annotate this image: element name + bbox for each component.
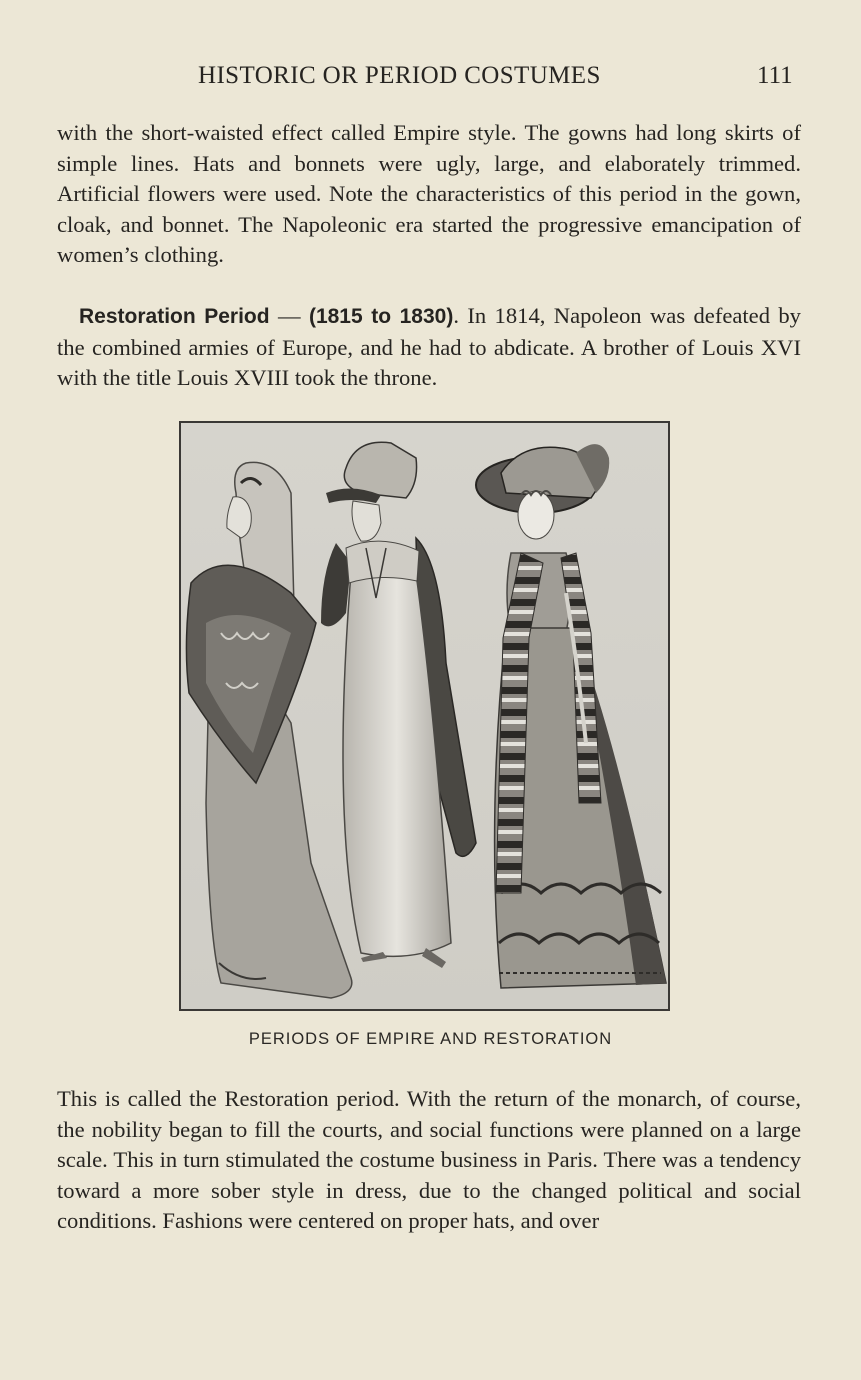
- section-dates: (1815 to 1830): [308, 305, 454, 328]
- figure-caption: PERIODS OF EMPIRE AND RESTORATION: [248, 1030, 613, 1048]
- section-heading: Restoration Period: [79, 305, 270, 328]
- paragraph-text: [57, 301, 801, 394]
- body-paragraph-continuation: [57, 1084, 801, 1237]
- page-number: 111: [757, 62, 793, 89]
- paragraph-text: with the short-waisted effect called Empire style. The gowns had long skirts of simple lines. Hats and bonnets were ugly, large, and elaborately trimmed. Artificial flowers were used. Note the characteristics of this period in the gown, cloak, and bonnet. The Napoleonic era started the progressive emancipation of women’s clothing.: [57, 120, 801, 267]
- page-header: [0, 62, 861, 98]
- paragraph-body: . In 1814, Napoleon was defeated by the combined armies of Europe, and he had to abdicate. A brother of Louis XVI with the title Louis XVIII took the throne.: [57, 303, 801, 390]
- body-paragraph-restoration: [57, 301, 801, 394]
- running-head: HISTORIC OR PERIOD COSTUMES: [198, 62, 601, 89]
- paragraph-text: This is called the Restoration period. With the return of the monarch, of course, the nobility began to fill the courts, and social functions were planned on a large scale. This in turn stimulated the costume business in Paris. There was a tendency toward a more sober style in dress, due to the changed political and social conditions. Fashions were centered on proper hats, and over: [57, 1086, 801, 1233]
- costume-illustration: [179, 421, 670, 1011]
- body-paragraph-empire: [57, 118, 801, 271]
- heading-dash: —: [269, 303, 309, 328]
